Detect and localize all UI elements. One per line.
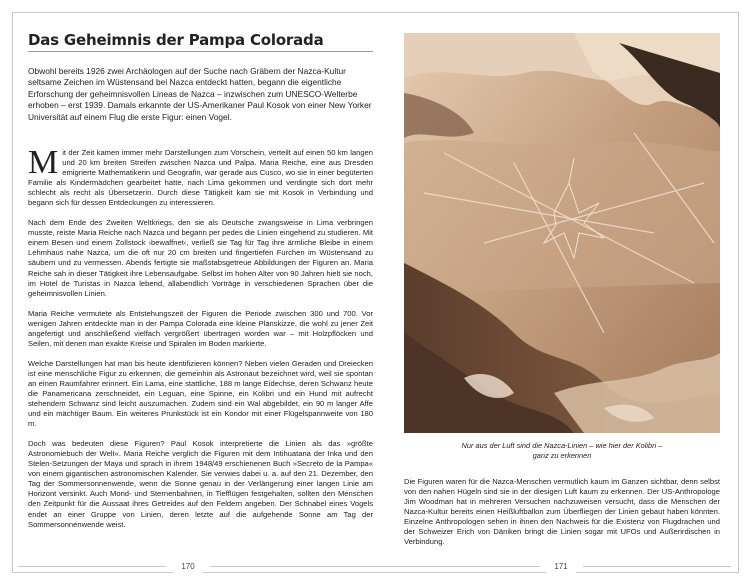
page-number-right: 171	[546, 560, 576, 574]
body-paragraph-4: Welche Darstellungen hat man bis heute identifizieren können? Neben vielen Geraden und Dreiecken ist eine menschliche Figur zu erkennen, die gemeinhin als Astronaut bezeichnet wird, weil sie spontan an einen Raumfahrer erinnert. Ein Lama, eine stattliche, 188 m lange Eidechse, deren Schwanz heute die Panamericana zerschneidet, ein Leguan, eine Spinne, ein Kolibri und ein Hund mit aufrecht stehendem Schwanz sind leicht auszumachen. Zudem sind ein Wal abgebildet, ein 90 m langer Affe und ein mächtiger Baum. Ein weiteres Prunkstück ist ein Kondor mit einer Flügelspannweite von 180 m.	[28, 358, 373, 429]
body-paragraph-5: Doch was bedeuten diese Figuren? Paul Kosok interpretierte die Linien als das »größte Astronomiebuch der Welt«. Maria Reiche verglich die Figuren mit dem Intihuatana der Inka und den Stelen-Setzungen der Maya und sprach in ihrem 1948/49 erschienenen Buch »Secreto de la Pampa« von einem gigantischen astronomischen Kalender. Sie verwies dabei u. a. auf den 21. Dezember, den Tag der Sommersonnenwende, wenn die Sonne genau in der Verlängerung einer langen Linie am Horizont versinkt. Auch Mond- und Sternenbahnen, in Tiefflügen festgehalten, sollten den Menschen den Zeitpunkt für die Aussaat ihres Getreides auf den Feldern angeben. Der Schnabel eines Vogels endet an einer Gruppe von Linien, deren letzte auf die aufgehende Sonne am Tag der Sommersonnenwende weist.	[28, 439, 373, 529]
body-paragraph-2: Nach dem Ende des Zweiten Weltkriegs, den sie als Deutsche zwangsweise in Lima verbringen musste, reiste Maria Reiche nach Nazca und begann per pedes die Linien eingehend zu studieren. Mit einem Besen und einem Zollstock ›bewaffnet‹, verließ sie Tag für Tag ihre ärmliche Bleibe in einem Lehmhaus nahe Nazca, um die oft nur 20 cm breiten und fingertiefen Furchen im Wüstensand zu säubern und zu vermessen. Abends fertigte sie maßstabsgetreue Abbildungen der Figuren an. Maria Reiche sah in dieser Tätigkeit ihre Lebensaufgabe. Selbst im hohen Alter von 90 Jahren hielt sie noch, im Hotel de Turistas in Nazca lebend, allabendlich Vorträge in verschiedenen Sprachen über die geheimnisvollen Linien.	[28, 218, 373, 298]
caption-line-2: ganz zu erkennen	[532, 451, 592, 460]
nazca-aerial-image	[404, 33, 720, 433]
right-page	[404, 33, 720, 563]
caption-line-1: Nur aus der Luft sind die Nazca-Linien – wie hier der Kolibri –	[461, 441, 663, 450]
body-text	[28, 144, 373, 540]
page-title: Das Geheimnis der Pampa Colorada	[28, 31, 324, 49]
photo-caption	[404, 441, 720, 461]
title-rule	[28, 51, 373, 52]
aerial-photo	[404, 33, 720, 433]
page-number-left: 170	[173, 560, 203, 574]
body-paragraph-1	[28, 144, 373, 208]
left-page	[28, 28, 373, 563]
body-paragraph-3: Maria Reiche vermutete als Entstehungszeit der Figuren die Periode zwischen 300 und 700. Vor wenigen Jahren entdeckte man in der Pampa Colorada eine kleine Planskizze, die wohl zu jener Zeit angefertigt und anschließend vielfach vergrößert übertragen worden war – mit Holzpflöcken und Seilen, mit denen man exakte Kreise und Spiralen im Boden markierte.	[28, 308, 373, 348]
footer-rule-middle	[210, 566, 540, 567]
lead-paragraph: Obwohl bereits 1926 zwei Archäologen auf der Suche nach Gräbern der Nazca-Kultur seltsame Zeichen im Wüstensand bei Nazca entdeckt hatten, begann die eigentliche Erforschung der geheimnisvollen Lineas de Nazca – inzwischen zum UNESCO-Welterbe erhoben – erst 1939. Damals erkannte der US-Amerikaner Paul Kosok von einer New Yorker Universität auf einem Flug die erste Figur: einen Vogel.	[28, 66, 372, 122]
footer-rule-right	[583, 566, 731, 567]
drop-cap: M	[28, 144, 59, 181]
book-spread	[18, 18, 733, 571]
footer-rule-left	[18, 566, 166, 567]
right-body-paragraph: Die Figuren waren für die Nazca-Menschen vermutlich kaum im Ganzen sichtbar, denn selbst von den nahen Hügeln sind sie in der diesigen Luft kaum zu erkennen. Der US-Anthropologe Jim Woodman hat in mehreren Versuchen nachzuweisen versucht, dass die Menschen der Nazca-Kultur bereits einen Heißluftballon zum Überfliegen der Linien gebaut haben könnten. Einzelne Anthropologen sehen in ihnen den Nachweis für die Existenz von Flugdrachen und der Schweizer Erich von Däniken bringt die Linien sogar mit UFOs und Außerirdischen in Verbindung.	[404, 477, 720, 547]
paragraph-text: it der Zeit kamen immer mehr Darstellungen zum Vorschein, verteilt auf einen 50 km langen und 20 km breiten Streifen zwischen Nazca und Palpa. Maria Reiche, eine aus Dresden emigrierte Mathematikerin und Geografin, war gerade aus Cusco, wo sie in einer begüterten Familie als Kindermädchen gearbeitet hatte, nach Lima gekommen und verdingte sich dort mehr schlecht als recht als Übersetzerin. Durch diese Tätigkeit kam sie mit Kosok in Verbindung und begann sich für dessen Entdeckungen zu interessieren.	[28, 148, 373, 208]
